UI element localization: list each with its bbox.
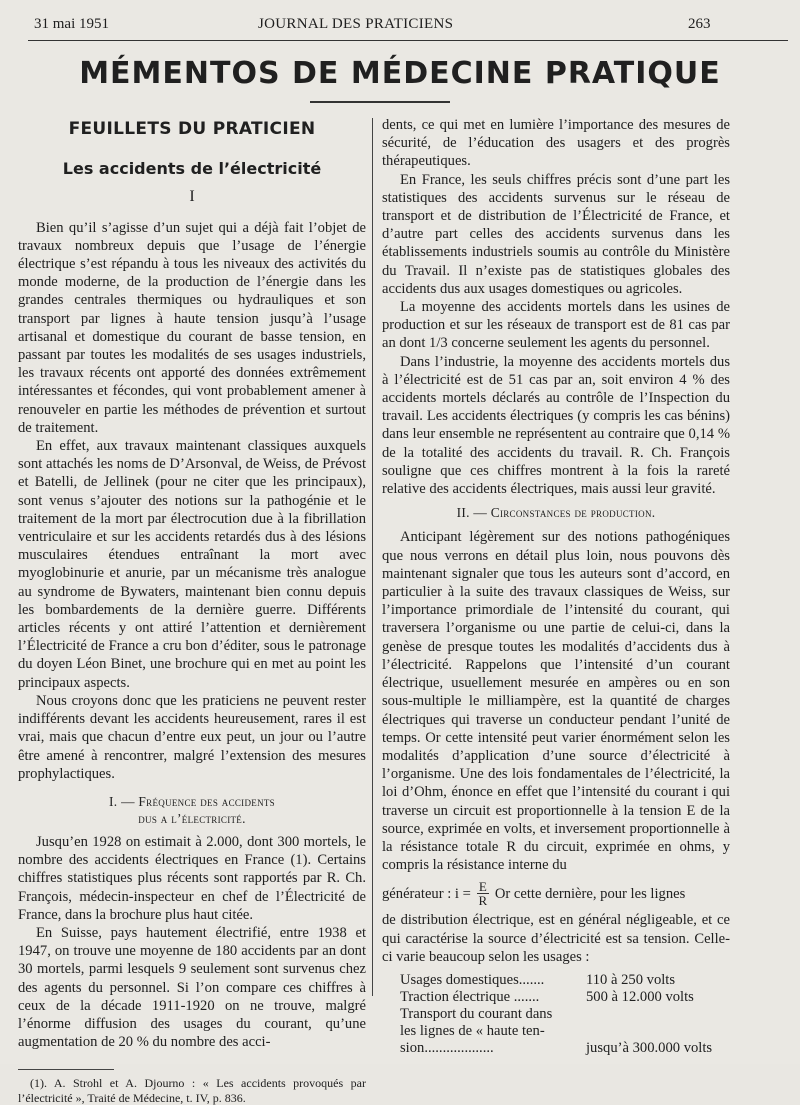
paragraph: En Suisse, pays hautement électrifié, entre 1938 et 1947, on trouve une moyenne de 180 accidents par an dont 30 mortels, parmi lesquels 9 seulement sont survenus chez des agents du personnel. Si l’on compare ces chiffres à ceux de la décade 1911-1920 on ne trouve, malgré l’énorme diffusion des usages du courant, qu’une augmentation de 20 % du nombre des acci-: [18, 924, 366, 1051]
usage-value: 500 à 12.000 volts: [586, 988, 694, 1005]
paragraph: Bien qu’il s’agisse d’un sujet qui a déjà fait l’objet de travaux nombreux depuis que l’usage de l’énergie électrique s’est répandu à tous les niveaux des activités du monde moderne, de la production de l’énergie dans les grandes centrales thermiques ou hydrauliques et son transport par lignes à haute tension jusqu’à l’usage artisanal et domestique du courant de basse tension, en passant par toutes les modalités de ses usages industriels, les travaux récents ont apporté des données extrêmement intéressantes et fécondes, qui vont probablement amener à renouveler en partie les méthodes de prévention et surtout de traitement.: [18, 219, 366, 436]
paragraph: Jusqu’en 1928 on estimait à 2.000, dont 300 mortels, le nombre des accidents électriques en France (1). Certains chiffres statistiques plus récents sont rapportés par R. Ch. François, médecin-inspecteur en chef de l’Électricité de France, dans la brochure plus haut citée.: [18, 833, 366, 923]
paragraph: En France, les seuls chiffres précis sont d’une part les statistiques des accidents survenus sur le réseau de transport et de distribution de l’Électricité de France, et d’autre part celles des accidents survenus dans les établissements industriels soumis au contrôle du Ministère du Travail. Il n’existe pas de statistiques globales des accidents dus aux usages domestiques ou agricoles.: [382, 171, 730, 297]
article-title: Les accidents de l’électricité: [62, 159, 322, 179]
chapter-heading-1-line2: dus a l’électricité.: [138, 810, 246, 826]
header-date: 31 mai 1951: [34, 16, 109, 32]
footnote-rule: [18, 1069, 114, 1070]
column-separator: [372, 118, 373, 996]
table-row: [400, 989, 726, 1006]
table-row: [400, 1040, 726, 1057]
header-rule: [28, 40, 788, 41]
usage-label: Traction électrique .......: [400, 988, 540, 1005]
ohm-formula: [382, 880, 730, 907]
title-underline: [310, 101, 450, 103]
header-journal-name: JOURNAL DES PRATICIENS: [258, 16, 454, 32]
usage-label: les lignes de « haute ten-: [400, 1022, 545, 1039]
paragraph: Nous croyons donc que les praticiens ne peuvent rester indifférents devant les accidents heureusement, rares il est vrai, mais que chacun d’entre eux peut, un jour ou l’autre être amené à rencontrer, malgré l’extension des mesures prophylactiques.: [18, 692, 366, 782]
formula-suffix: Or cette dernière, pour les lignes: [494, 885, 686, 902]
usage-label: Usages domestiques.......: [400, 971, 545, 988]
chapter-heading-2: II. — Circonstances de production.: [456, 505, 656, 521]
table-row: [400, 1006, 726, 1023]
paragraph: Anticipant légèrement sur des notions pathogéniques que nous verrons en détail plus loin, nous pouvons dès maintenant signaler que tous les auteurs sont d’accord, en particulier à la suite des travaux classiques de Weiss, sur l’importance primordiale de l’intensité du courant, qui traversera l’organisme ou une partie de celui-ci, dans la genèse de presque toutes les modalités d’accidents dus à l’électricité. Rappelons que l’intensité d’un courant électrique, usuellement mesurée en ampères ou en son sous-multiple le milliampère, est la quantité de charges électriques qui traverse un conducteur pendant l’unité de temps. Or cette intensité peut varier énormément selon les modalités d’application d’une source d’électricité à l’organisme. Une des lois fondamentales de l’électricité, la loi d’Ohm, énonce en effet que l’intensité du courant i qui traverse un circuit est proportionnelle à la tension E de la source, exprimée en volts, et inversement proportionnelle à la résistance totale R du circuit, exprimée en ohms, y compris la résistance interne du: [382, 529, 730, 874]
running-header: [0, 14, 800, 36]
paragraph: dents, ce qui met en lumière l’importance des mesures de sécurité, de l’éducation des usagers et des progrès thérapeutiques.: [382, 117, 730, 170]
table-row: [400, 972, 726, 989]
right-column: [382, 116, 730, 1057]
paragraph: La moyenne des accidents mortels dans les usines de production et sur les réseaux de transport est de 81 cas par an dont 1/3 concerne seulement les agents du personnel.: [382, 299, 730, 352]
paragraph: En effet, aux travaux maintenant classiques auxquels sont attachés les noms de D’Arsonval, de Weiss, de Prévost et Batelli, de Jellinek (pour ne citer que les principaux), sont venus s’ajouter des notions sur la pathogénie et le traitement de la mort par électrocution due à la fibrillation ventriculaire et sur les accidents retardés dus à des lésions musculaires étendues entraînant la mort avec myoglobinurie et anurie, par un mécanisme très analogue au syndrome de Bywaters, maintenant bien connu depuis les bombardements de la dernière guerre. Différents articles récents y ont attiré l’attention et dernièrement l’Électricité de France a cru bon d’éditer, sous le patronage du doyen Léon Binet, une brochure qui en met au point les principaux aspects.: [18, 438, 366, 691]
formula-numerator: E: [478, 879, 487, 895]
paragraph: de distribution électrique, est en général négligeable, et ce qui caractérise la source d’électricité est sa tension. Celle-ci varie beaucoup selon les usages :: [382, 912, 730, 965]
usage-label: sion...................: [400, 1039, 494, 1056]
usage-value: [586, 1023, 726, 1040]
usage-label: Transport du courant dans: [400, 1005, 553, 1022]
section-title: FEUILLETS DU PRATICIEN: [68, 119, 316, 139]
chapter-heading-1-line1: I. — Fréquence des accidents: [109, 793, 275, 809]
chapter-heading-1: [18, 793, 366, 827]
header-page-number: 263: [688, 16, 711, 32]
formula-prefix: générateur : i =: [382, 885, 471, 902]
usage-value: [586, 1006, 726, 1023]
footnote: (1). A. Strohl et A. Djourno : « Les accidents provoqués par l’électricité », Traité de Médecine, t. IV, p. 836.: [18, 1076, 366, 1105]
usage-value: 110 à 250 volts: [586, 971, 676, 988]
formula-fraction: [477, 880, 489, 907]
left-column: [18, 116, 366, 1105]
part-numeral: I: [189, 188, 195, 206]
formula-denominator: R: [478, 893, 488, 909]
main-title: MÉMENTOS DE MÉDECINE PRATIQUE: [79, 56, 721, 91]
voltage-table: [400, 972, 726, 1057]
usage-value: jusqu’à 300.000 volts: [586, 1039, 713, 1056]
paragraph: Dans l’industrie, la moyenne des accidents mortels dus à l’électricité est de 51 cas par an, soit environ 4 % des accidents mortels déclarés au contrôle de l’Inspection du travail. Les accidents électriques (y compris les cas bénins) dans leur ensemble ne représentent au contraire que 0,14 % de la totalité des accidents du travail. R. Ch. François souligne que ces chiffres montrent à la fois la rareté relative des accidents électriques, mais aussi leur gravité.: [382, 353, 730, 498]
table-row: [400, 1023, 726, 1040]
